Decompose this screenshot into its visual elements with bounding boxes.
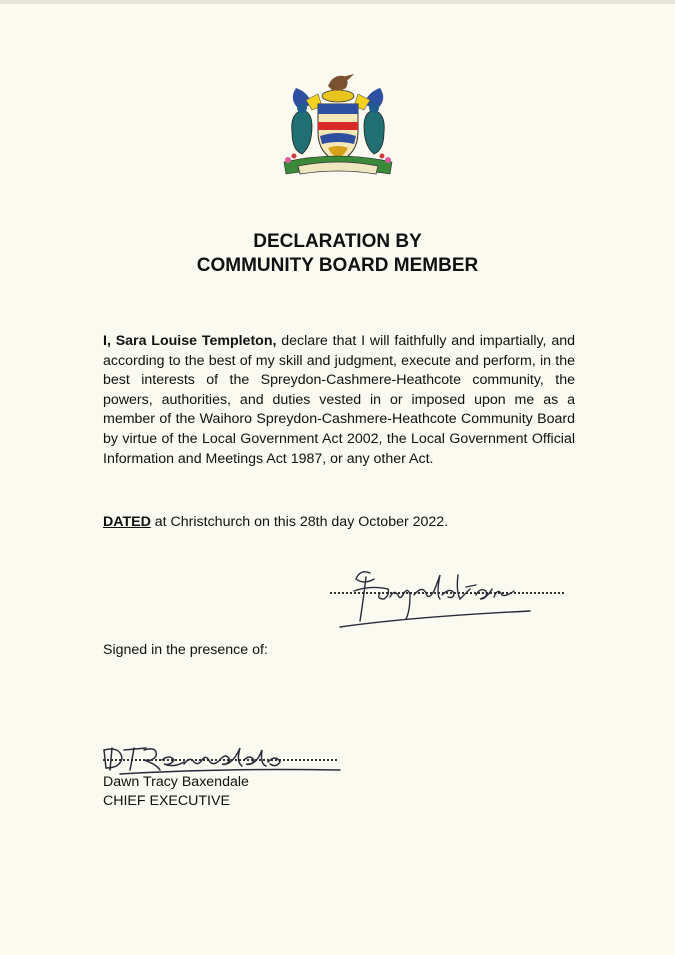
coat-of-arms-crest bbox=[278, 70, 398, 182]
witness-name: Dawn Tracy Baxendale bbox=[103, 774, 249, 790]
dated-text: at Christchurch on this 28th day October 2022. bbox=[150, 514, 449, 530]
title-line-2: COMMUNITY BOARD MEMBER bbox=[196, 255, 479, 276]
declaration-body: declare that I will faithfully and impartially, and according to the best of my skill and judgment, execute and perform, in the best interests of the Spreydon-Cashmere-Heathcote community, the powers, authorities, and duties vested in or imposed upon me as a member of the Waihoro Spreydon-Cashmere-Heathcote Community Board by virtue of the Local Government Act 2002, the Local Government Official Information and Meetings Act 1987, or any other Act. bbox=[103, 333, 575, 467]
member-signature bbox=[330, 555, 575, 635]
witness-block bbox=[103, 773, 249, 811]
witness-signature bbox=[100, 738, 345, 778]
dated-label: DATED bbox=[103, 514, 151, 530]
declaration-paragraph bbox=[103, 332, 575, 469]
document-title bbox=[0, 230, 675, 278]
presence-text: Signed in the presence of: bbox=[103, 642, 268, 658]
title-line-1: DECLARATION BY bbox=[253, 231, 422, 252]
witness-role: CHIEF EXECUTIVE bbox=[103, 793, 230, 809]
dated-line bbox=[103, 514, 448, 530]
page-edge bbox=[0, 0, 675, 4]
declarant-name: I, Sara Louise Templeton, bbox=[103, 333, 277, 349]
